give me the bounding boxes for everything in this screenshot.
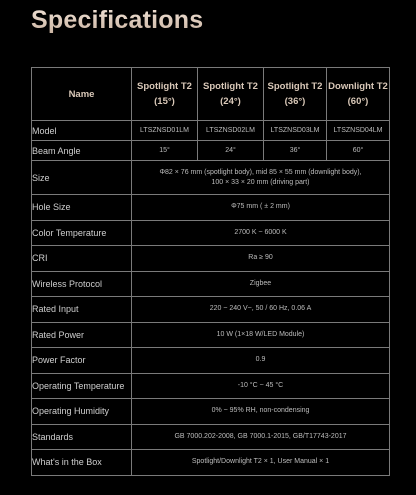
model-value: LTSZNSD01LM: [132, 121, 198, 141]
row-label: Rated Input: [32, 297, 132, 323]
column-header-spotlight-24: [198, 68, 264, 121]
column-header-line2: (60°): [347, 96, 369, 107]
column-header-line2: (15°): [154, 96, 175, 107]
row-label: Rated Power: [32, 322, 132, 348]
column-header-downlight-60: [327, 68, 390, 121]
table-row-operating-temperature: [32, 373, 390, 399]
row-label: Hole Size: [32, 195, 132, 221]
beam-angle-value: 24°: [198, 141, 264, 161]
table-row-standards: [32, 424, 390, 450]
table-row-beam-angle: [32, 141, 390, 161]
column-header-line1: Spotlight T2: [137, 81, 192, 92]
name-header: Name: [32, 68, 132, 121]
column-header-line2: (36°): [284, 96, 306, 107]
row-label: What's in the Box: [32, 450, 132, 476]
model-value: LTSZNSD03LM: [264, 121, 327, 141]
rated-power-value: 10 W (1×18 W/LED Module): [132, 322, 390, 348]
table-row-wireless-protocol: [32, 271, 390, 297]
table-row-size: [32, 161, 390, 195]
beam-angle-value: 60°: [327, 141, 390, 161]
size-value: [132, 161, 390, 195]
model-value: LTSZNSD02LM: [198, 121, 264, 141]
table-header-row: [32, 68, 390, 121]
row-label: Operating Temperature: [32, 373, 132, 399]
hole-size-value: Φ75 mm ( ± 2 mm): [132, 195, 390, 221]
operating-humidity-value: 0% ~ 95% RH, non-condensing: [132, 399, 390, 425]
table-row-operating-humidity: [32, 399, 390, 425]
specifications-table: [31, 67, 390, 476]
size-line1: Φ82 × 76 mm (spotlight body), mid 85 × 55 mm (downlight body),: [159, 168, 362, 176]
power-factor-value: 0.9: [132, 348, 390, 374]
model-value: LTSZNSD04LM: [327, 121, 390, 141]
page-title: Specifications: [31, 6, 204, 34]
box-contents-value: Spotlight/Downlight T2 × 1, User Manual × 1: [132, 450, 390, 476]
column-header-line1: Downlight T2: [328, 81, 388, 92]
row-label: Power Factor: [32, 348, 132, 374]
table-row-rated-input: [32, 297, 390, 323]
table-row-power-factor: [32, 348, 390, 374]
column-header-spotlight-36: [264, 68, 327, 121]
column-header-spotlight-15: [132, 68, 198, 121]
row-label: CRI: [32, 246, 132, 272]
rated-input-value: 220 ~ 240 V~, 50 / 60 Hz, 0.06 A: [132, 297, 390, 323]
row-label: Color Temperature: [32, 220, 132, 246]
beam-angle-value: 15°: [132, 141, 198, 161]
standards-value: GB 7000.202-2008, GB 7000.1-2015, GB/T17743-2017: [132, 424, 390, 450]
row-label: Model: [32, 121, 132, 141]
column-header-line1: Spotlight T2: [267, 81, 323, 92]
cri-value: Ra ≥ 90: [132, 246, 390, 272]
table-row-whats-in-the-box: [32, 450, 390, 476]
row-label: Standards: [32, 424, 132, 450]
color-temperature-value: 2700 K ~ 6000 K: [132, 220, 390, 246]
table-row-cri: [32, 246, 390, 272]
row-label: Beam Angle: [32, 141, 132, 161]
row-label: Operating Humidity: [32, 399, 132, 425]
size-line2: 100 × 33 × 20 mm (driving part): [211, 178, 310, 186]
column-header-line1: Spotlight T2: [203, 81, 258, 92]
wireless-protocol-value: Zigbee: [132, 271, 390, 297]
row-label: Wireless Protocol: [32, 271, 132, 297]
column-header-line2: (24°): [220, 96, 241, 107]
beam-angle-value: 36°: [264, 141, 327, 161]
table-row-rated-power: [32, 322, 390, 348]
row-label: Size: [32, 161, 132, 195]
operating-temperature-value: -10 °C ~ 45 °C: [132, 373, 390, 399]
table-row-color-temperature: [32, 220, 390, 246]
table-row-model: [32, 121, 390, 141]
table-row-hole-size: [32, 195, 390, 221]
